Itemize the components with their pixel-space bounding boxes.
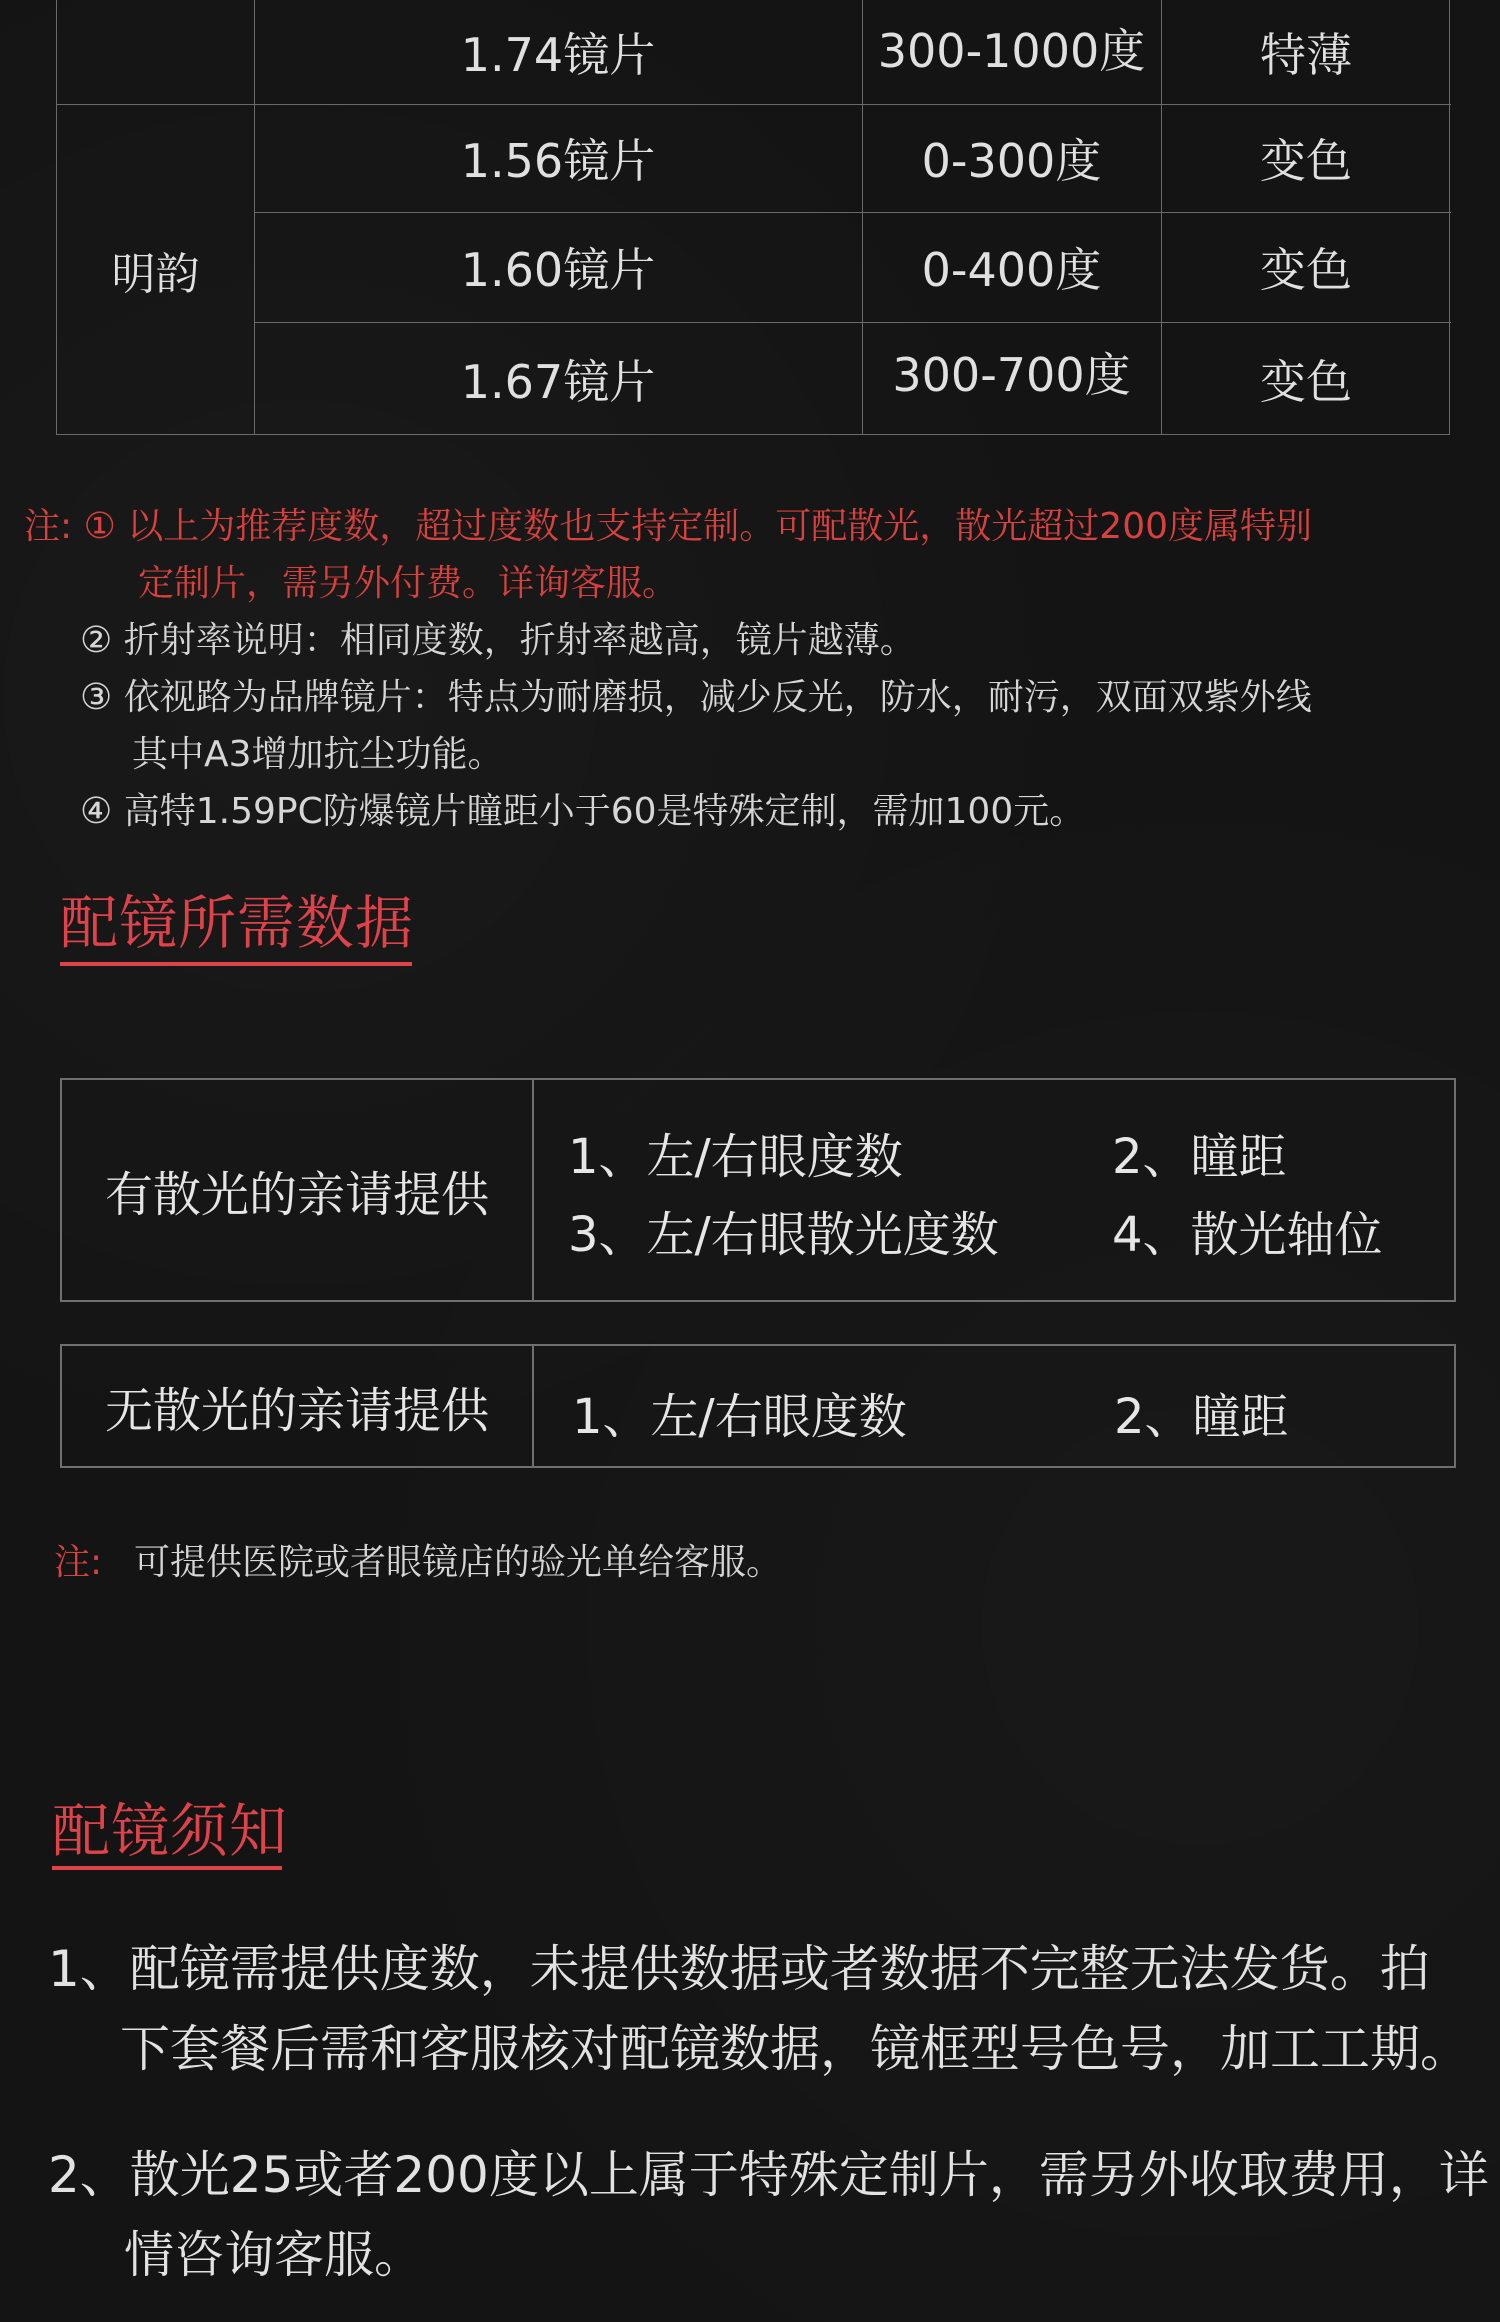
section-underline: [60, 962, 412, 966]
note-3-line-2: 其中A3增加抗尘功能。: [132, 734, 504, 775]
table-cell-range: 300-700度: [892, 348, 1131, 402]
no-astigmatism-item-1: 1、左/右眼度数: [572, 1389, 907, 1445]
table-cell-brand: 明韵: [111, 248, 200, 300]
table-cell-feature: 变色: [1260, 134, 1352, 188]
table-cell-range: 0-400度: [921, 243, 1102, 297]
note-4: ④ 高特1.59PC防爆镜片瞳距小于60是特殊定制，需加100元。: [80, 791, 1086, 832]
astigmatism-item-2: 2、瞳距: [1112, 1129, 1287, 1185]
table-cell-feature: 变色: [1260, 243, 1352, 297]
section-title-notice: 配镜须知: [52, 1797, 289, 1865]
no-astigmatism-data-box: [60, 1344, 1456, 1468]
table-cell-lens: 1.56镜片: [460, 134, 656, 188]
astigmatism-data-box: [60, 1078, 1456, 1302]
note-1-line-2: 定制片，需另外付费。详询客服。: [138, 563, 679, 604]
no-astigmatism-item-2: 2、瞳距: [1114, 1389, 1289, 1445]
notice-item-2-line-2: 情咨询客服。: [124, 2226, 424, 2284]
notice-item-1-line-1: 1、配镜需提供度数，未提供数据或者数据不完整无法发货。拍: [48, 1940, 1430, 1998]
table-cell-feature: 特薄: [1260, 28, 1352, 82]
table-cell-feature: 变色: [1260, 354, 1352, 409]
table-cell-range: 300-1000度: [877, 24, 1146, 78]
notice-item-1-line-2: 下套餐后需和客服核对配镜数据，镜框型号色号，加工工期。: [120, 2020, 1470, 2078]
table-cell-lens: 1.60镜片: [460, 243, 656, 297]
data-note-text: 可提供医院或者眼镜店的验光单给客服。: [134, 1542, 783, 1583]
no-astigmatism-box-label: 无散光的亲请提供: [62, 1346, 534, 1466]
note-1-line-1: 注: ① 以上为推荐度数，超过度数也支持定制。可配散光，散光超过200度属特别: [24, 506, 1313, 547]
astigmatism-item-3: 3、左/右眼散光度数: [568, 1207, 999, 1263]
note-3-line-1: ③ 依视路为品牌镜片：特点为耐磨损，减少反光，防水，耐污，双面双紫外线: [80, 677, 1312, 718]
table-cell-range: 0-300度: [921, 134, 1102, 188]
note-2: ② 折射率说明：相同度数，折射率越高，镜片越薄。: [80, 620, 916, 661]
astigmatism-item-4: 4、散光轴位: [1112, 1207, 1383, 1263]
table-cell-lens: 1.74镜片: [460, 28, 656, 82]
lens-table: [56, 0, 1450, 435]
section-title-required-data: 配镜所需数据: [60, 889, 415, 957]
astigmatism-box-label: 有散光的亲请提供: [62, 1080, 534, 1300]
section-underline: [52, 1866, 282, 1870]
data-note-prefix: 注:: [54, 1542, 103, 1583]
table-cell-lens: 1.67镜片: [460, 354, 656, 409]
astigmatism-item-1: 1、左/右眼度数: [568, 1129, 903, 1185]
notice-item-2-line-1: 2、散光25或者200度以上属于特殊定制片，需另外收取费用，详: [48, 2146, 1489, 2204]
